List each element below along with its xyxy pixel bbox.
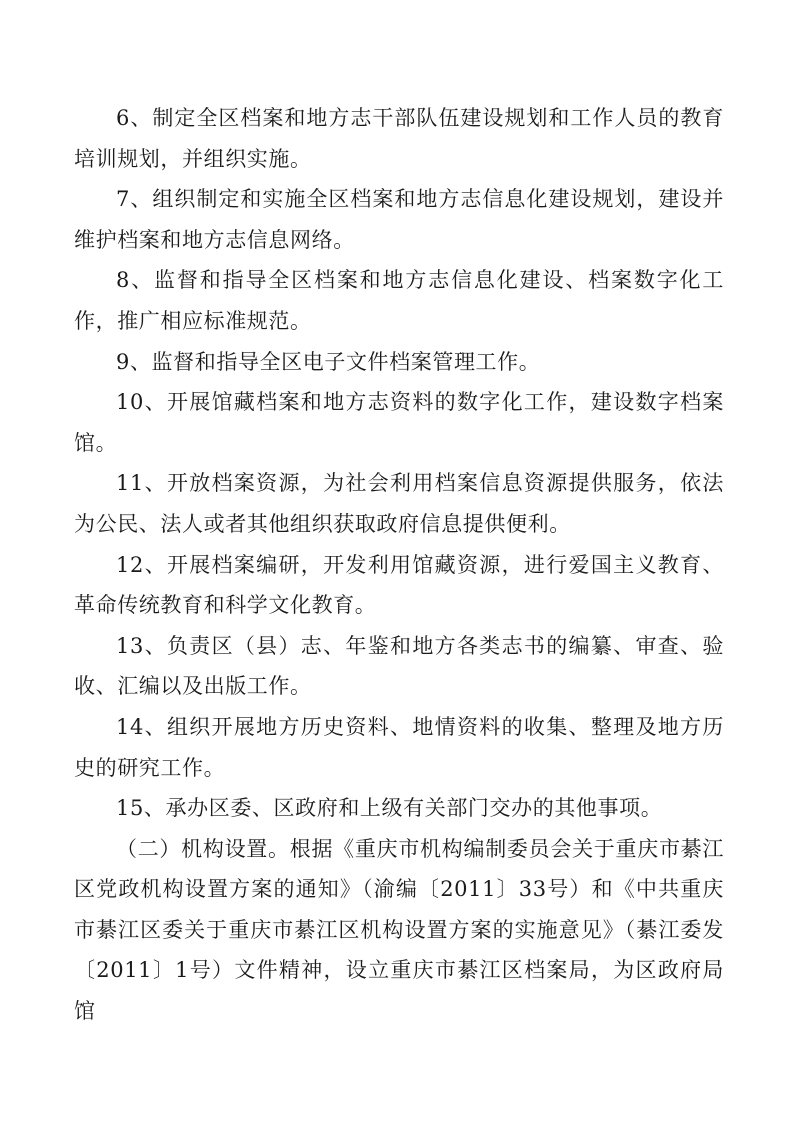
paragraph-item-7: 7、组织制定和实施全区档案和地方志信息化建设规划，建设并维护档案和地方志信息网络。 bbox=[74, 187, 724, 252]
paragraph-item-15: 15、承办区委、区政府和上级有关部门交办的其他事项。 bbox=[116, 796, 663, 821]
paragraph-item-12: 12、开展档案编研，开发利用馆藏资源，进行爱国主义教育、革命传统教育和科学文化教育。 bbox=[74, 552, 724, 618]
document-body bbox=[74, 98, 724, 1032]
paragraph-item-14: 14、组织开展地方历史资料、地情资料的收集、整理及地方历史的研究工作。 bbox=[74, 714, 724, 780]
paragraph-item-8: 8、监督和指导全区档案和地方志信息化建设、档案数字化工作，推广相应标准规范。 bbox=[74, 268, 724, 333]
paragraph-item-11: 11、开放档案资源，为社会利用档案信息资源提供服务，依法为公民、法人或者其他组织获取政府信息提供便利。 bbox=[74, 471, 724, 536]
paragraph-item-10: 10、开展馆藏档案和地方志资料的数字化工作，建设数字档案馆。 bbox=[74, 390, 724, 455]
paragraph-item-9: 9、监督和指导全区电子文件档案管理工作。 bbox=[116, 349, 541, 374]
paragraph-item-13: 13、负责区（县）志、年鉴和地方各类志书的编纂、审查、验收、汇编以及出版工作。 bbox=[74, 633, 724, 699]
paragraph-institution-setup: （二）机构设置。根据《重庆市机构编制委员会关于重庆市綦江区党政机构设置方案的通知》（渝编〔2011〕33号）和《中共重庆市綦江区委关于重庆市綦江区机构设置方案的实施意见》（綦江委发〔2011〕1号）文件精神，设立重庆市綦江区档案局，为区政府局馆 bbox=[74, 836, 724, 1024]
paragraph-item-6: 6、制定全区档案和地方志干部队伍建设规划和工作人员的教育培训规划，并组织实施。 bbox=[74, 106, 724, 171]
